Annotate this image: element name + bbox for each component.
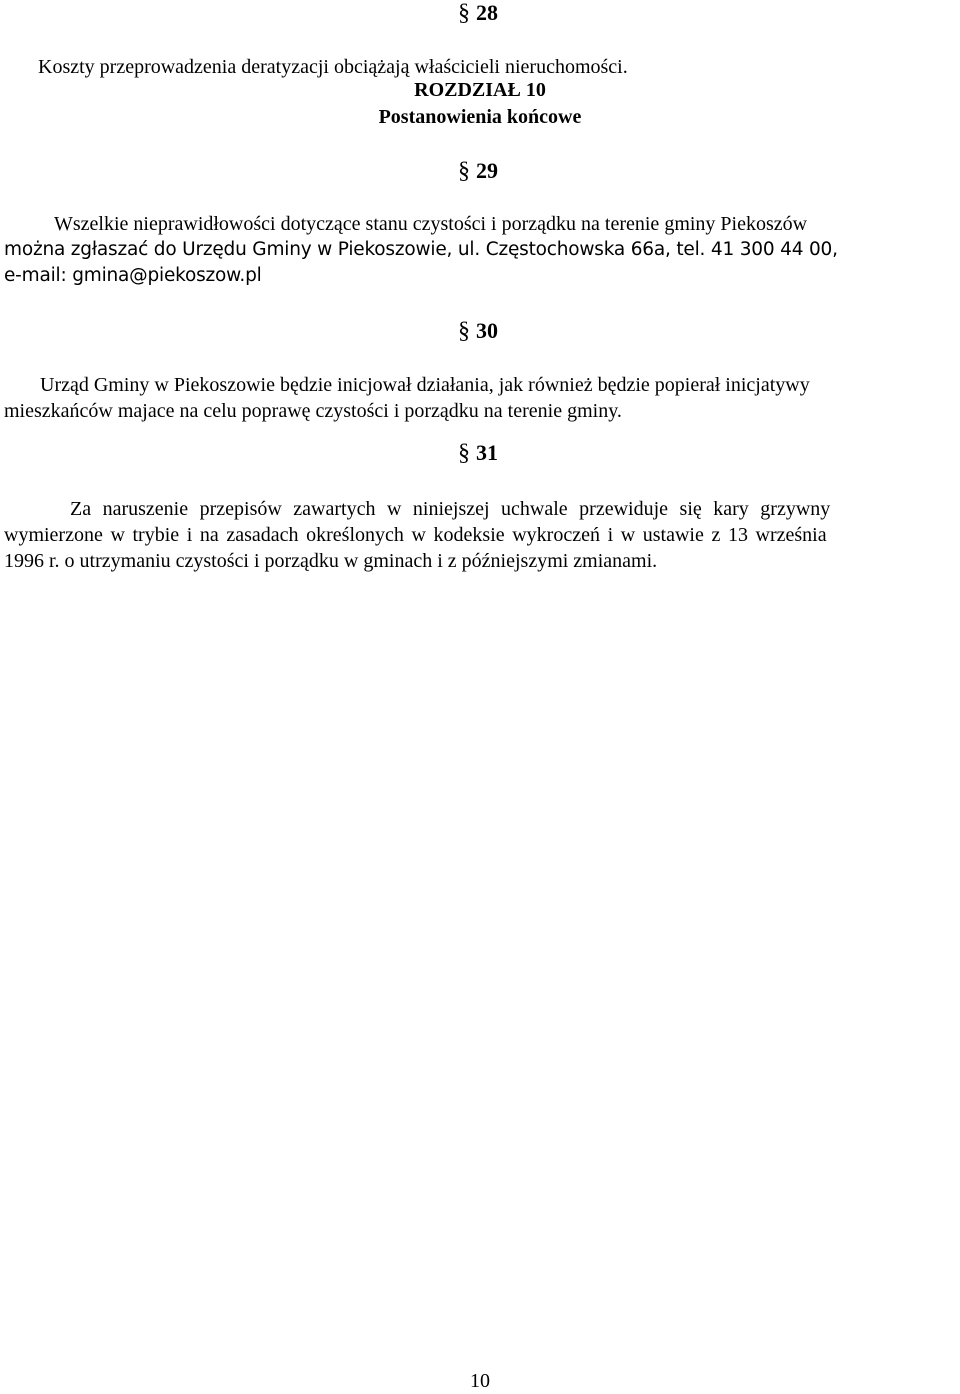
paragraph-line: można zgłaszać do Urzędu Gminy w Piekoszowie, ul. Częstochowska 66a, tel. 41 300 44 00, (4, 239, 838, 260)
section-number: 28 (476, 0, 498, 25)
paragraph-31 (4, 496, 956, 574)
section-30-heading (458, 318, 498, 344)
paragraph-line: Koszty przeprowadzenia deratyzacji obciążają właścicieli nieruchomości. (38, 56, 628, 78)
paragraph-line: mieszkańców majace na celu poprawę czystości i porządku na terenie gminy. (4, 400, 622, 422)
paragraph-line: 1996 r. o utrzymaniu czystości i porządku w gminach i z późniejszymi zmianami. (4, 550, 658, 572)
section-symbol: § (458, 158, 470, 184)
paragraph-29 (4, 211, 956, 289)
section-number: 31 (476, 440, 498, 465)
paragraph-line: Wszelkie nieprawidłowości dotyczące stanu czystości i porządku na terenie gminy Piekoszów (54, 213, 808, 235)
section-28-heading (458, 0, 498, 26)
section-symbol: § (458, 0, 470, 26)
section-29-heading (458, 158, 498, 184)
section-symbol: § (458, 440, 470, 466)
paragraph-line: Urząd Gminy w Piekoszowie będzie inicjował działania, jak również będzie popierał inicjatywy (40, 374, 810, 396)
section-31-heading (458, 440, 498, 466)
paragraph-30 (4, 372, 956, 424)
section-number: 30 (476, 318, 498, 343)
chapter-title: ROZDZIAŁ 10 (414, 79, 546, 101)
paragraph-line: e-mail: gmina@piekoszow.pl (4, 265, 262, 286)
paragraph-line: Za naruszenie przepisów zawartych w niniejszej uchwale przewiduje się kary grzywny (70, 498, 831, 520)
chapter-subtitle: Postanowienia końcowe (378, 106, 582, 128)
section-number: 29 (476, 158, 498, 183)
section-symbol: § (458, 318, 470, 344)
page-number: 10 (470, 1370, 490, 1392)
paragraph-line: wymierzone w trybie i na zasadach określonych w kodeksie wykroczeń i w ustawie z 13 września (4, 524, 827, 546)
